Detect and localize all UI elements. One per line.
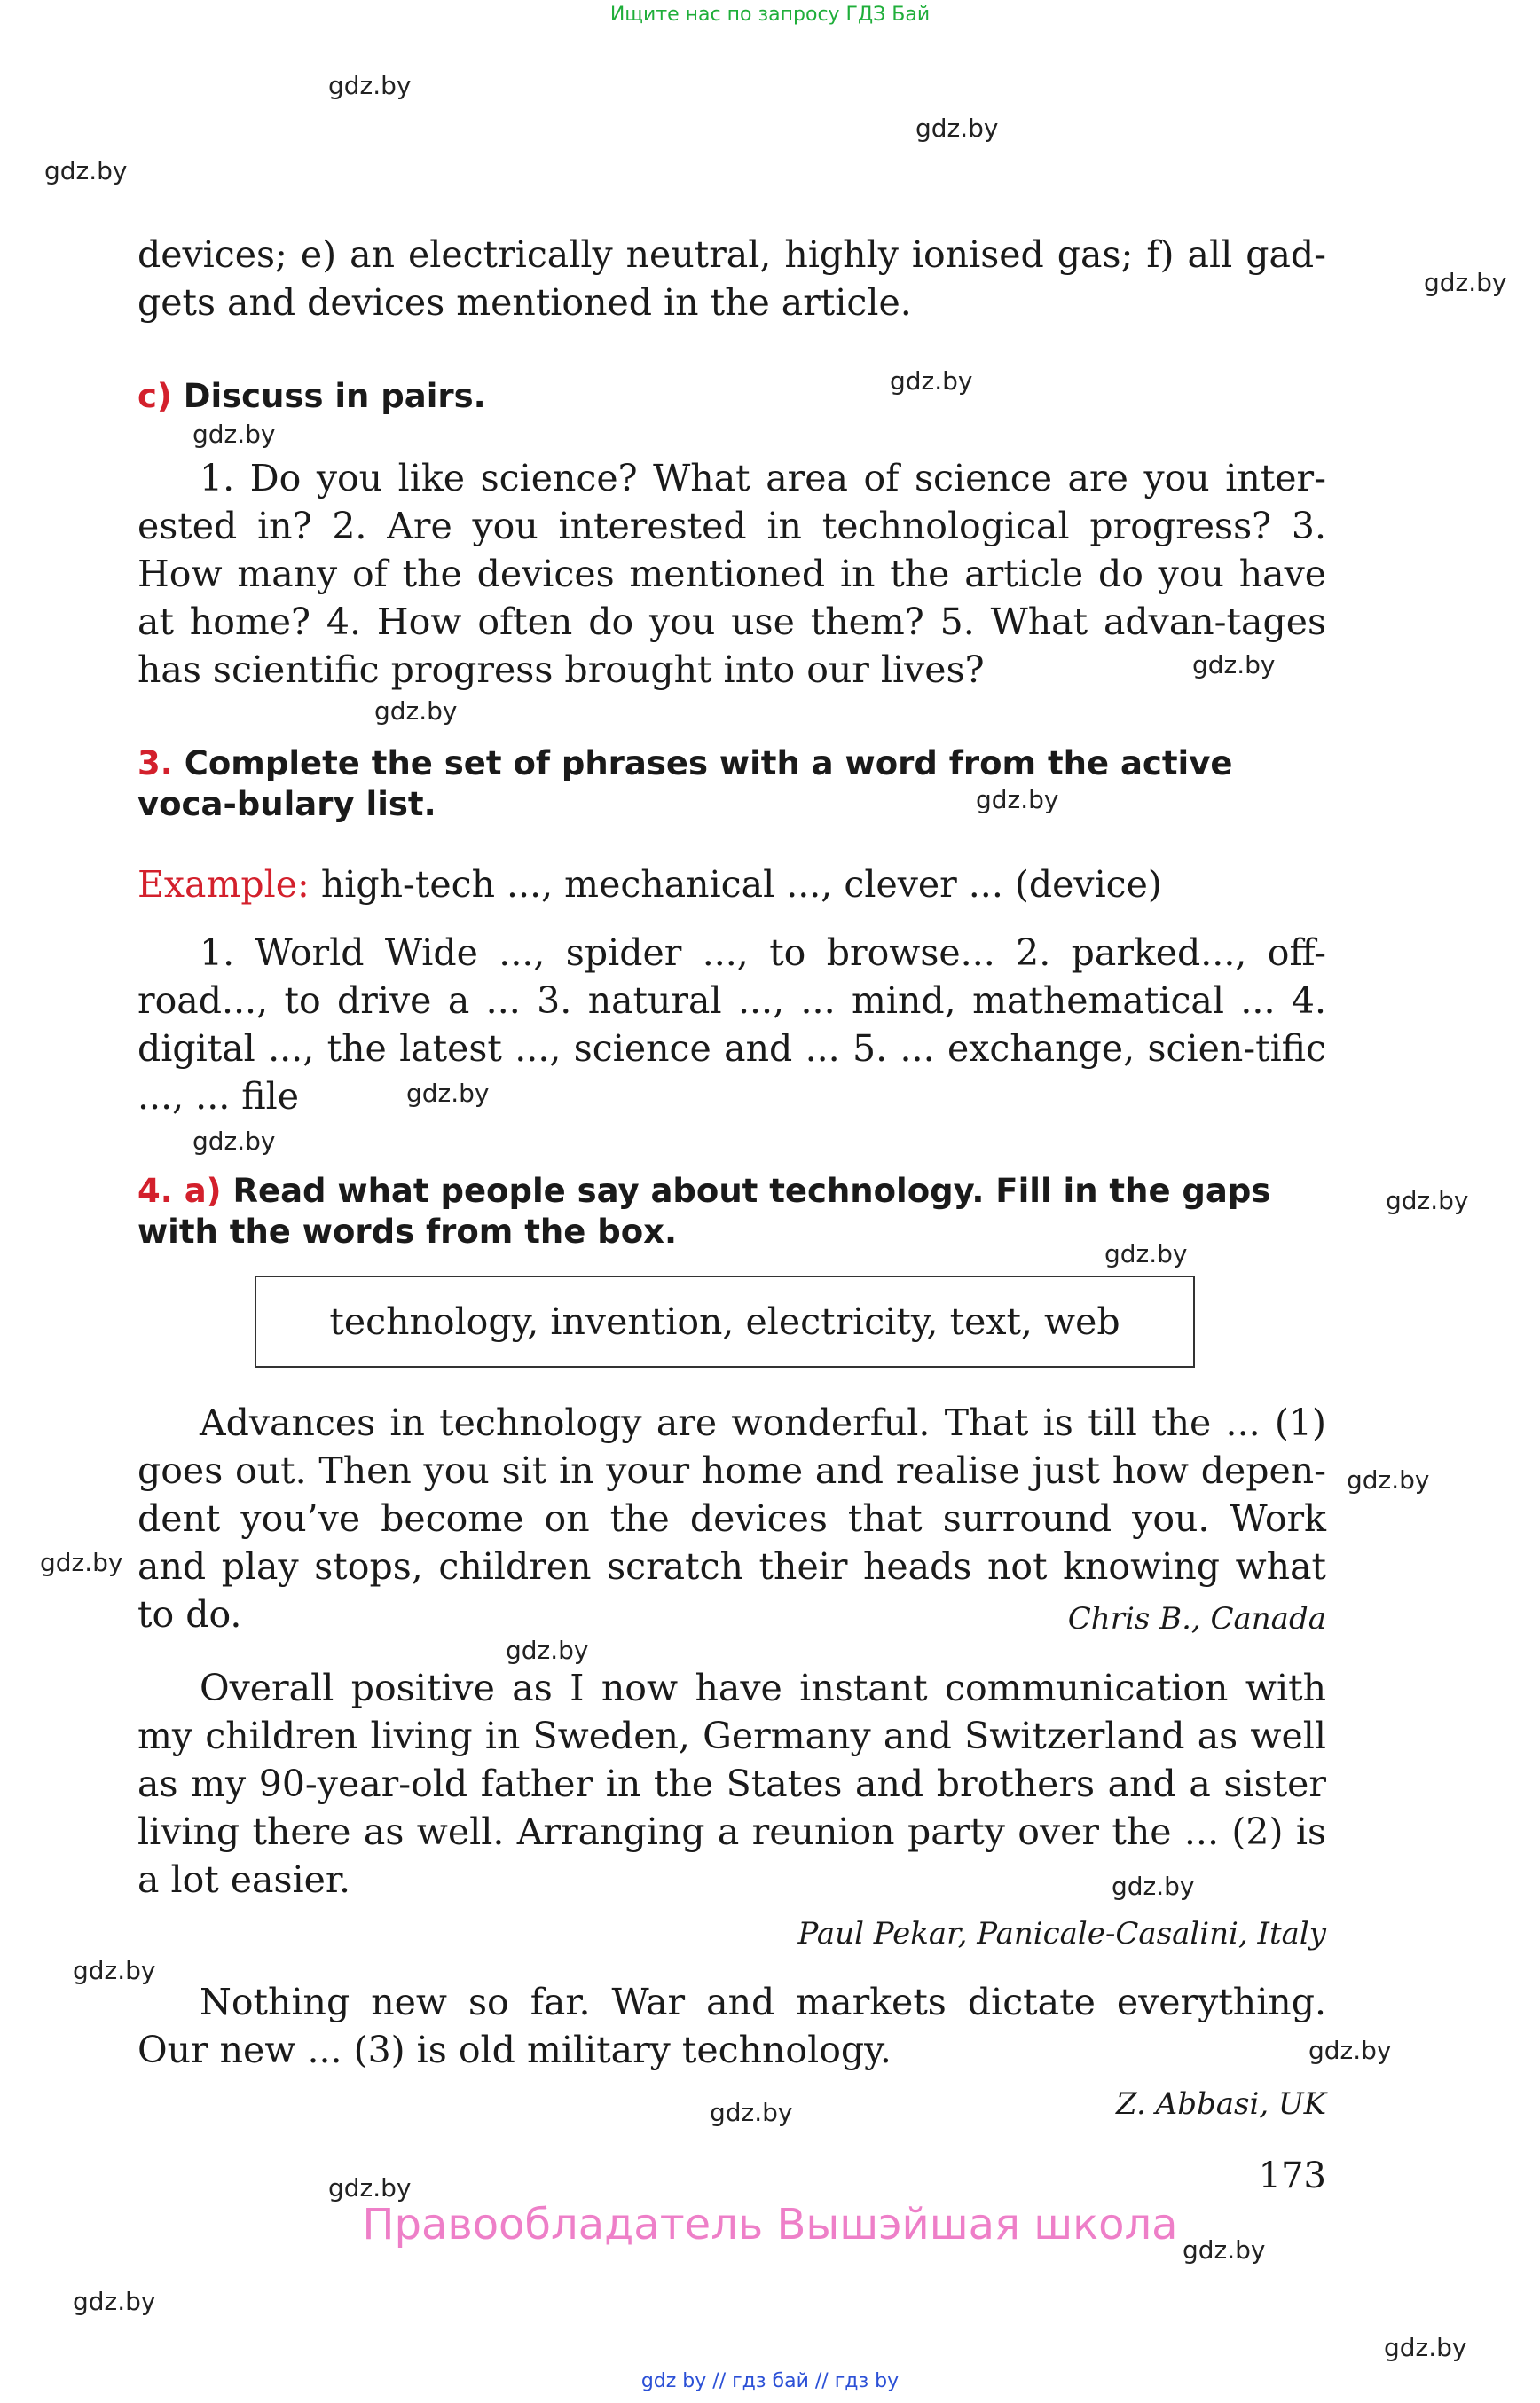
top-banner[interactable]: Ищите нас по запросу ГДЗ Бай (609, 4, 931, 26)
task-3-text: 1. World Wide ..., spider ..., to browse... 2. parked..., off-road..., to drive a ... 3. natural ..., ... mind, mathematical ... 4. digital ..., the latest ..., science and ... 5. ... exchange, scien-tific ..., ... file (138, 931, 1326, 1118)
watermark: gdz.by (1192, 650, 1276, 679)
watermark: gdz.by (506, 1636, 589, 1665)
footer-links[interactable]: gdz by // гдз бай // гдз by (640, 2370, 900, 2392)
watermark: gdz.by (192, 1127, 276, 1156)
example-text: high-tech ..., mechanical ..., clever ... (device) (320, 863, 1162, 906)
watermark: gdz.by (328, 2173, 412, 2203)
watermark: gdz.by (1308, 2036, 1392, 2065)
word-box (255, 1276, 1195, 1368)
watermark: gdz.by (1384, 2333, 1467, 2362)
quote-1-author: Chris B., Canada (1067, 1601, 1326, 1637)
watermark: gdz.by (73, 2287, 156, 2316)
watermark: gdz.by (890, 366, 973, 396)
task-3-title: Complete the set of phrases with a word from the active voca-bulary list. (138, 744, 1233, 823)
watermark: gdz.by (1104, 1239, 1188, 1268)
watermark: gdz.by (1424, 268, 1507, 297)
quote-3-text: Nothing new so far. War and markets dictate everything. Our new ... (3) is old military technology. (138, 1981, 1326, 2071)
task-3-example (138, 860, 1326, 908)
watermark: gdz.by (44, 156, 128, 185)
task-4-number: 4. (138, 1172, 173, 1210)
task-c-title: Discuss in pairs. (183, 377, 486, 415)
watermark: gdz.by (374, 696, 458, 726)
task-3-number: 3. (138, 744, 173, 782)
task-4a-heading (138, 1171, 1326, 1253)
watermark: gdz.by (1347, 1465, 1430, 1495)
quote-1-text: Advances in technology are wonderful. That is till the ... (1) goes out. Then you sit in your home and realise just how depen-dent you’ve become on the devices that surround you. Work and play stops, children scratch their heads not knowing what to do. (138, 1402, 1326, 1636)
watermark: gdz.by (1112, 1872, 1195, 1901)
watermark: gdz.by (73, 1956, 156, 1985)
task-3-heading (138, 743, 1326, 825)
watermark: gdz.by (1182, 2235, 1266, 2265)
quote-2-text: Overall positive as I now have instant communication with my children living in Sweden, Germany and Switzerland as well as my 90-year-old father in the States and brothers and a sister living there as well. Arranging a reunion party over the ... (2) is a lot easier. (138, 1667, 1326, 1901)
example-label: Example: (138, 863, 310, 906)
watermark: gdz.by (192, 420, 276, 449)
quote-2-author: Paul Pekar, Panicale-Casalini, Italy (798, 1916, 1326, 1951)
task-4a-title: Read what people say about technology. Fill in the gaps with the words from the box. (138, 1172, 1271, 1251)
watermark: gdz.by (1386, 1186, 1469, 1215)
copyright-notice: Правообладатель Вышэйшая школа (362, 2200, 1178, 2250)
task-c-text: 1. Do you like science? What area of science are you inter-ested in? 2. Are you interested in technological progress? 3. How many of the devices mentioned in the article do you have at home? 4. How often do you use them? 5. What advan-tages has scientific progress brought into our lives? (138, 457, 1326, 691)
continuation-paragraph: devices; e) an electrically neutral, highly ionised gas; f) all gad-gets and devices mentioned in the article. (138, 233, 1326, 324)
watermark: gdz.by (915, 114, 999, 143)
watermark: gdz.by (40, 1548, 123, 1577)
watermark: gdz.by (406, 1079, 490, 1108)
task-4a-label: a) (184, 1172, 222, 1210)
task-c-label: c) (138, 377, 172, 415)
quote-3-author: Z. Abbasi, UK (1116, 2086, 1326, 2122)
page-number: 173 (1258, 2156, 1326, 2196)
word-box-text: technology, invention, electricity, text, web (329, 1300, 1120, 1343)
watermark: gdz.by (976, 785, 1059, 814)
watermark: gdz.by (710, 2098, 793, 2127)
watermark: gdz.by (328, 71, 412, 100)
task-c-heading (138, 376, 1326, 417)
